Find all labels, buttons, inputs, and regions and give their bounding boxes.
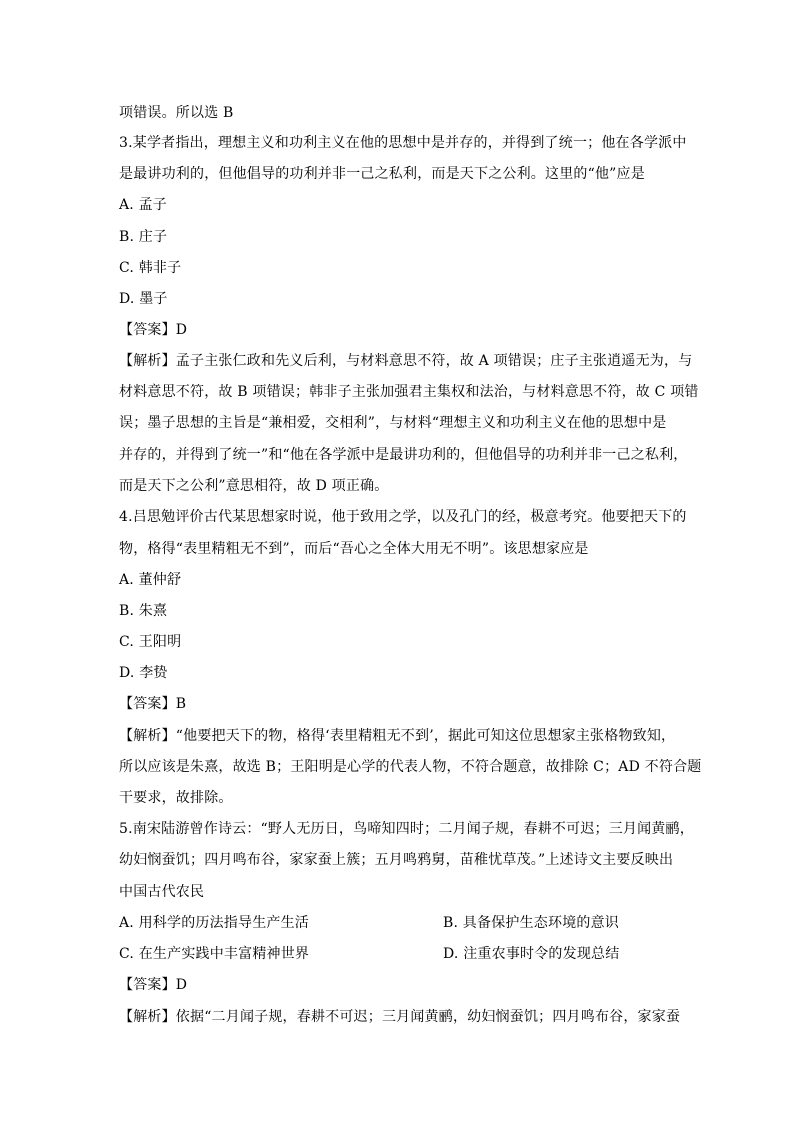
question-4-option-c: C. 王阳明 bbox=[119, 634, 182, 650]
question-3-option-a: A. 孟子 bbox=[119, 197, 168, 213]
question-5-option-b: B. 具备保护生态环境的意识 bbox=[443, 915, 619, 931]
question-3-analysis-cont: 材料意思不符，故 B 项错误；韩非子主张加强君主集权和法治，与材料意思不符，故 C 项错 bbox=[119, 384, 699, 400]
question-3-analysis: 【解析】孟子主张仁政和先义后利，与材料意思不符，故 A 项错误；庄子主张逍遥无为，与 bbox=[119, 353, 693, 369]
question-3-analysis-cont: 误；墨子思想的主旨是“兼相爱，交相利”，与材料“理想主义和功利主义在他的思想中是 bbox=[119, 415, 667, 431]
question-3-option-d: D. 墨子 bbox=[119, 291, 168, 307]
question-5-option-d: D. 注重农事时令的发现总结 bbox=[443, 946, 620, 962]
question-4-analysis-cont: 干要求，故排除。 bbox=[119, 790, 233, 806]
question-5-stem: 5.南宋陆游曾作诗云：“野人无历日，鸟啼知四时；二月闻子规，春耕不可迟；三月闻黄鹂， bbox=[119, 821, 694, 837]
question-4-option-d: D. 李贽 bbox=[119, 665, 168, 681]
question-4-option-b: B. 朱熹 bbox=[119, 603, 168, 619]
question-4-answer: 【答案】B bbox=[119, 696, 187, 712]
question-5-analysis: 【解析】依据“二月闻子规，春耕不可迟；三月闻黄鹂，幼妇悯蚕饥；四月鸣布谷，家家蚕 bbox=[119, 1009, 681, 1025]
question-5-stem-cont: 中国古代农民 bbox=[119, 884, 205, 900]
question-3-analysis-cont: 而是天下之公利”意思相符，故 D 项正确。 bbox=[119, 478, 389, 494]
question-3-stem: 3.某学者指出，理想主义和功利主义在他的思想中是并存的，并得到了统一；他在各学派中 bbox=[119, 135, 687, 151]
question-4-stem-cont: 物，格得“表里精粗无不到”，而后“吾心之全体大用无不明”。该思想家应是 bbox=[119, 541, 589, 557]
question-4-option-a: A. 董仲舒 bbox=[119, 572, 182, 588]
question-4-analysis-cont: 所以应该是朱熹，故选 B；王阳明是心学的代表人物，不符合题意，故排除 C；AD 不符合题 bbox=[119, 759, 702, 775]
question-3-stem-cont: 是最讲功利的，但他倡导的功利并非一己之私利，而是天下之公利。这里的“他”应是 bbox=[119, 166, 645, 182]
question-3-analysis-cont: 并存的，并得到了统一”和“他在各学派中是最讲功利的，但他倡导的功利并非一己之私利， bbox=[119, 447, 688, 463]
question-4-analysis: 【解析】“他要把天下的物，格得‘表里精粗无不到’，据此可知这位思想家主张格物致知， bbox=[119, 728, 676, 744]
question-5-option-a: A. 用科学的历法指导生产生活 bbox=[119, 915, 310, 931]
question-5-answer: 【答案】D bbox=[119, 977, 188, 993]
question-5-option-c: C. 在生产实践中丰富精神世界 bbox=[119, 946, 310, 962]
question-4-stem: 4.吕思勉评价古代某思想家时说，他于致用之学，以及孔门的经，极意考究。他要把天下的 bbox=[119, 509, 687, 525]
question-5-stem-cont: 幼妇悯蚕饥；四月鸣布谷，家家蚕上簇；五月鸣鸦舅，苗稚忧草茂。”上述诗文主要反映出 bbox=[119, 852, 674, 868]
question-3-option-c: C. 韩非子 bbox=[119, 260, 182, 276]
question-3-option-b: B. 庄子 bbox=[119, 229, 168, 245]
question-3-answer: 【答案】D bbox=[119, 322, 188, 338]
text-line: 项错误。所以选 B bbox=[119, 105, 234, 121]
